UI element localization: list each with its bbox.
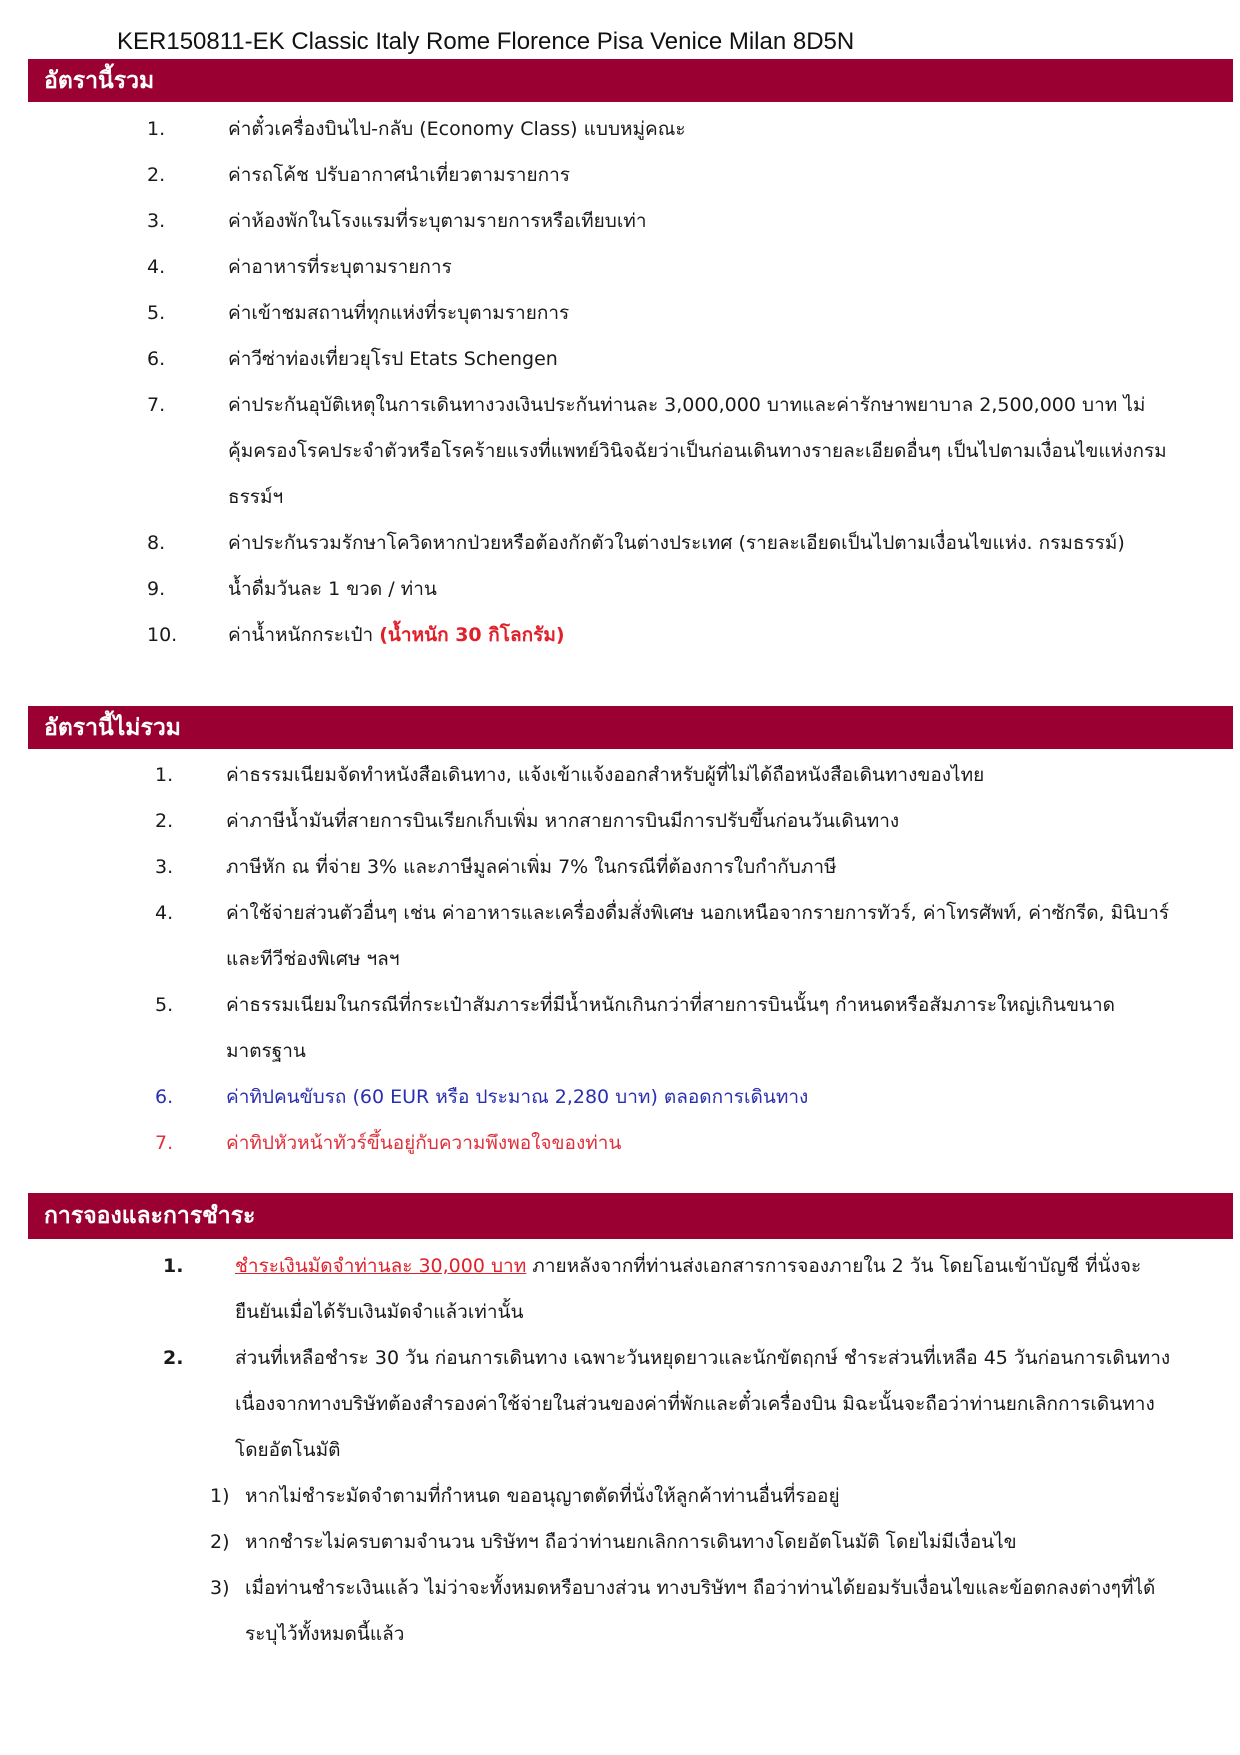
list-item: 6. ค่าวีซ่าท่องเที่ยวยุโรป Etats Schengen xyxy=(147,348,558,370)
list-item: 4. ค่าอาหารที่ระบุตามรายการ xyxy=(147,256,452,278)
sub-list-item: 2) หากชำระไม่ครบตามจำนวน บริษัทฯ ถือว่าท่านยกเลิกการเดินทางโดยอัตโนมัติ โดยไม่มีเงื่อนไข xyxy=(210,1531,1017,1553)
list-item: 5. ค่าเข้าชมสถานที่ทุกแห่งที่ระบุตามรายการ xyxy=(147,302,570,324)
section-header-payment: การจองและการชำระ xyxy=(28,1193,1233,1239)
list-item: 7. ค่าประกันอุบัติเหตุในการเดินทางวงเงินประกันท่านละ 3,000,000 บาทและค่ารักษาพยาบาล 2,500,000 บาท ไม่คุ้มครองโรคประจำตัวหรือโรคร้ายแรงที่แพทย์วินิจฉัยว่าเป็นก่อนเดินทางรายละเอียดอื่นๆ เป็นไปตามเงื่อนไขแห่งกรมธรรม์ฯ xyxy=(147,394,1167,508)
list-item: 1. ค่าธรรมเนียมจัดทำหนังสือเดินทาง, แจ้งเข้าแจ้งออกสำหรับผู้ที่ไม่ได้ถือหนังสือเดินทางของไทย xyxy=(155,764,985,786)
included-list xyxy=(0,106,1240,658)
list-item: 4. ค่าใช้จ่ายส่วนตัวอื่นๆ เช่น ค่าอาหารและเครื่องดื่มสั่งพิเศษ นอกเหนือจากรายการทัวร์, ค่าโทรศัพท์, ค่าซักรีด, มินิบาร์และทีวีช่องพิเศษ ฯลฯ xyxy=(155,902,1170,970)
item-text: ค่าน้ำหนักกระเป๋า xyxy=(228,624,380,646)
section-header-excluded: อัตรานี้ไม่รวม xyxy=(28,706,1233,749)
luggage-weight-highlight: (น้ำหนัก 30 กิโลกรัม) xyxy=(379,624,565,646)
list-item: 2. ส่วนที่เหลือชำระ 30 วัน ก่อนการเดินทาง เฉพาะวันหยุดยาวและนักขัตฤกษ์ ชำระส่วนที่เหลือ 45 วันก่อนการเดินทาง เนื่องจากทางบริษัทต้องสำรองค่าใช้จ่ายในส่วนของค่าที่พักและตั๋วเครื่องบิน มิฉะนั้นจะถือว่าท่านยกเลิกการเดินทางโดยอัตโนมัติ xyxy=(163,1347,1171,1461)
list-item: 9. น้ำดื่มวันละ 1 ขวด / ท่าน xyxy=(147,578,437,600)
item-text: ภายหลังจากที่ท่านส่งเอกสารการจองภายใน 2 วัน โดยโอนเข้าบัญชี ที่นั่งจะยืนยันเมื่อได้รับเงินมัดจำแล้วเท่านั้น xyxy=(235,1255,1142,1323)
document-title: KER150811-EK Classic Italy Rome Florence Pisa Venice Milan 8D5N xyxy=(117,28,855,55)
list-item: 3. ภาษีหัก ณ ที่จ่าย 3% และภาษีมูลค่าเพิ่ม 7% ในกรณีที่ต้องการใบกำกับภาษี xyxy=(155,856,837,878)
list-item: 8. ค่าประกันรวมรักษาโควิดหากป่วยหรือต้องกักตัวในต่างประเทศ (รายละเอียดเป็นไปตามเงื่อนไขแห่ง. กรมธรรม์) xyxy=(147,532,1125,554)
list-item: 1. ชำระเงินมัดจำท่านละ 30,000 บาท ภายหลังจากที่ท่านส่งเอกสารการจองภายใน 2 วัน โดยโอนเข้าบัญชี ที่นั่งจะยืนยันเมื่อได้รับเงินมัดจำแล้วเท่านั้น xyxy=(163,1255,1142,1323)
list-item-driver-tip: 6. ค่าทิปคนขับรถ (60 EUR หรือ ประมาณ 2,280 บาท) ตลอดการเดินทาง xyxy=(155,1086,809,1108)
list-item: 5. ค่าธรรมเนียมในกรณีที่กระเป๋าสัมภาระที่มีน้ำหนักเกินกว่าที่สายการบินนั้นๆ กำหนดหรือสัมภาระใหญ่เกินขนาดมาตรฐาน xyxy=(155,994,1116,1062)
excluded-list xyxy=(0,752,1240,1166)
payment-list xyxy=(0,1243,1240,1657)
list-item: 10. ค่าน้ำหนักกระเป๋า (น้ำหนัก 30 กิโลกรัม) xyxy=(147,624,565,646)
list-item: 2. ค่ารถโค้ช ปรับอากาศนำเที่ยวตามรายการ xyxy=(147,164,570,186)
sub-list-item: 3) เมื่อท่านชำระเงินแล้ว ไม่ว่าจะทั้งหมดหรือบางส่วน ทางบริษัทฯ ถือว่าท่านได้ยอมรับเงื่อนไขและข้อตกลงต่างๆที่ได้ระบุไว้ทั้งหมดนี้แล้ว xyxy=(210,1577,1156,1645)
list-item: 1. ค่าตั๋วเครื่องบินไป-กลับ (Economy Class) แบบหมู่คณะ xyxy=(147,118,686,140)
section-header-included: อัตรานี้รวม xyxy=(28,59,1233,102)
deposit-link[interactable]: ชำระเงินมัดจำท่านละ 30,000 บาท xyxy=(235,1255,527,1277)
list-item-guide-tip: 7. ค่าทิปหัวหน้าทัวร์ขึ้นอยู่กับความพึงพอใจของท่าน xyxy=(155,1132,622,1154)
list-item: 2. ค่าภาษีน้ำมันที่สายการบินเรียกเก็บเพิ่ม หากสายการบินมีการปรับขึ้นก่อนวันเดินทาง xyxy=(155,810,900,832)
sub-list-item: 1) หากไม่ชำระมัดจำตามที่กำหนด ขออนุญาตตัดที่นั่งให้ลูกค้าท่านอื่นที่รออยู่ xyxy=(210,1485,840,1507)
list-item: 3. ค่าห้องพักในโรงแรมที่ระบุตามรายการหรือเทียบเท่า xyxy=(147,210,647,232)
